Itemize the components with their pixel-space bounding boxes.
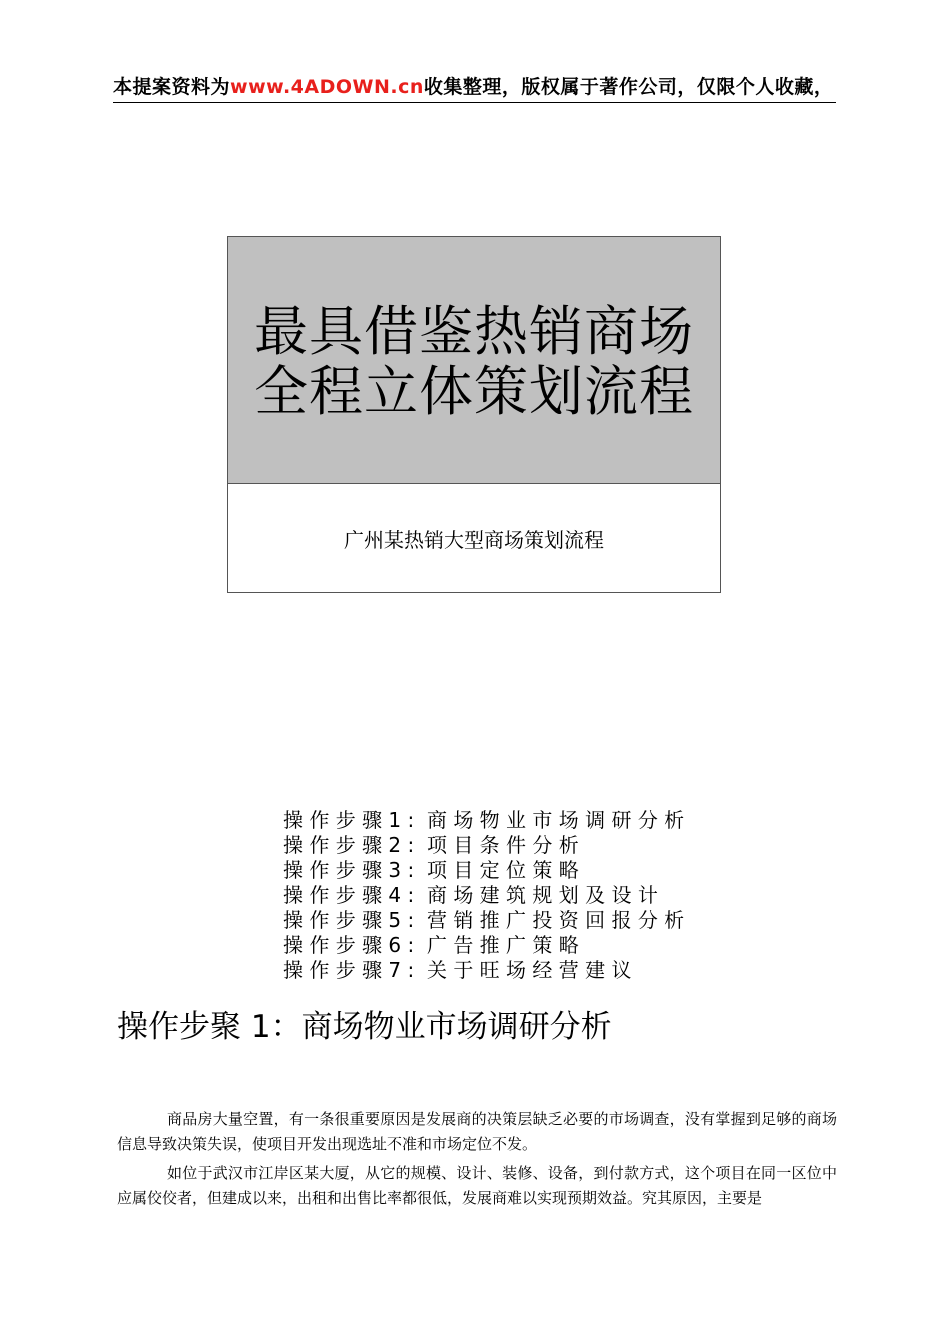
step-item-1: 操 作 步 骤 1 : 商 场 物 业 市 场 调 研 分 析 [283, 808, 685, 832]
step-item-6: 操 作 步 骤 6 : 广 告 推 广 策 略 [283, 933, 579, 957]
step-item-3: 操 作 步 骤 3 : 项 目 定 位 策 略 [283, 858, 579, 882]
cover-title-panel [228, 237, 720, 484]
cover-box [227, 236, 721, 593]
page-header [113, 72, 950, 102]
step-item-2: 操 作 步 骤 2 : 项 目 条 件 分 析 [283, 833, 579, 857]
paragraph-1: 商品房大量空置，有一条很重要原因是发展商的决策层缺乏必要的市场调查，没有掌握到足够的商场信息导致决策失误，使项目开发出现选址不准和市场定位不发。 [117, 1110, 837, 1153]
cover-title-line-1: 最具借鉴热销商场 [254, 300, 694, 363]
header-divider [113, 102, 836, 103]
step-item-7: 操 作 步 骤 7 : 关 于 旺 场 经 营 建 议 [283, 958, 632, 982]
section-heading: 操作步聚 1：商场物业市场调研分析 [117, 1009, 612, 1045]
cover-title-line-2: 全程立体策划流程 [254, 360, 694, 423]
paragraph-2: 如位于武汉市江岸区某大厦，从它的规模、设计、装修、设备，到付款方式，这个项目在同一区位中应属佼佼者，但建成以来，出租和出售比率都很低，发展商难以实现预期效益。究其原因，主要是 [117, 1164, 837, 1207]
step-item-5: 操 作 步 骤 5 : 营 销 推 广 投 资 回 报 分 析 [283, 908, 685, 932]
header-suffix: 收集整理，版权属于著作公司，仅限个人收藏， [423, 76, 834, 98]
cover-subtitle: 广州某热销大型商场策划流程 [344, 528, 604, 552]
body-text [117, 1107, 837, 1215]
step-item-4: 操 作 步 骤 4 : 商 场 建 筑 规 划 及 设 计 [283, 883, 658, 907]
header-prefix: 本提案资料为 [113, 76, 231, 98]
header-site-link[interactable]: www.4ADOWN.cn [230, 76, 424, 98]
steps-list [283, 808, 843, 983]
